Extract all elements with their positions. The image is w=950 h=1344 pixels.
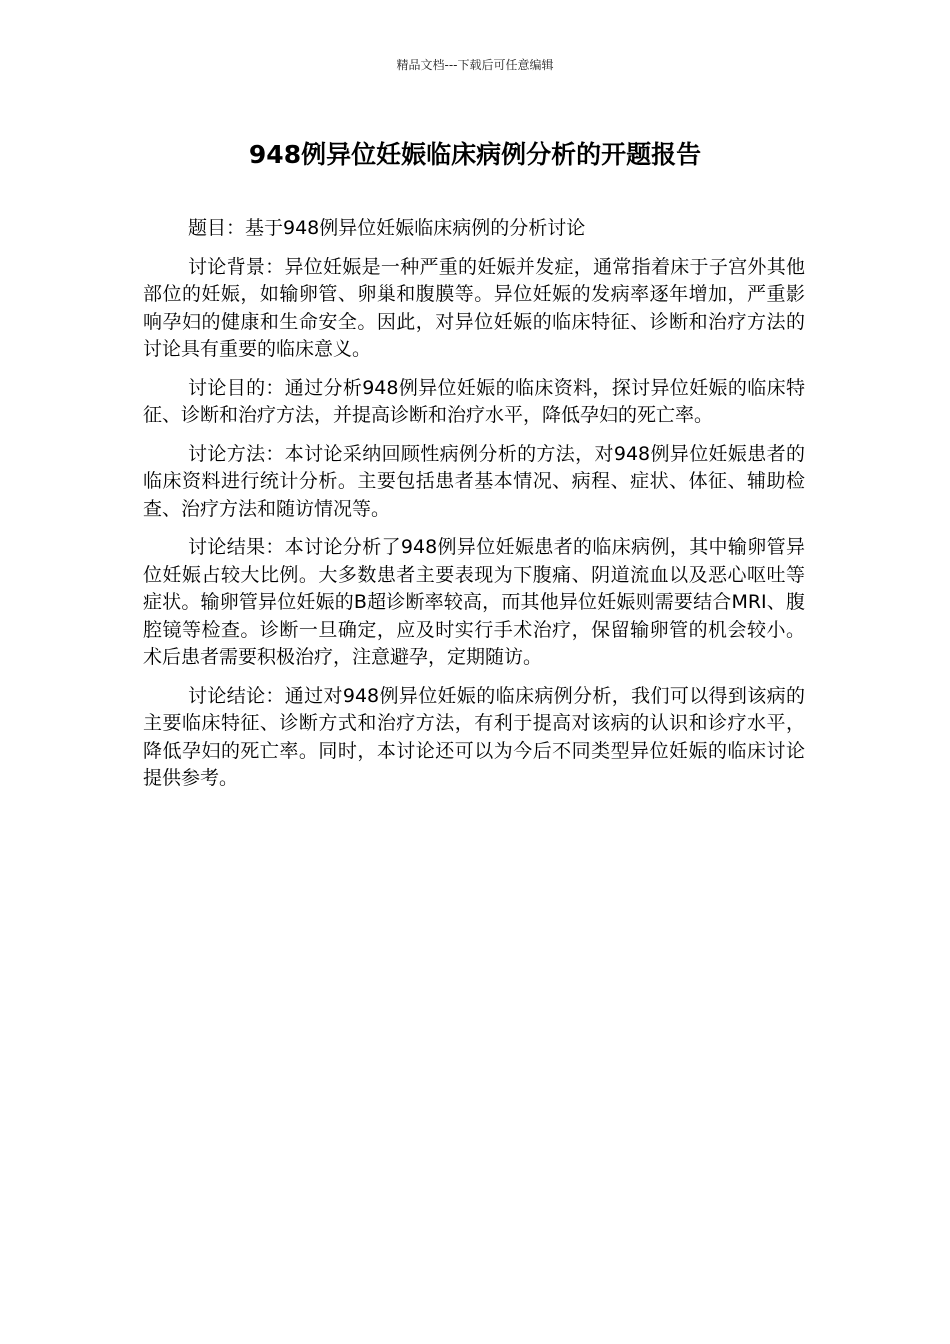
paragraph-background: 讨论背景：异位妊娠是一种严重的妊娠并发症，通常指着床于子宫外其他部位的妊娠，如输卵管、卵巢和腹膜等。异位妊娠的发病率逐年增加，严重影响孕妇的健康和生命安全。因此，对异位妊娠的临床特征、诊断和治疗方法的讨论具有重要的临床意义。	[143, 255, 805, 360]
document-body	[143, 215, 805, 804]
paragraph-results: 讨论结果：本讨论分析了948例异位妊娠患者的临床病例，其中输卵管异位妊娠占较大比例。大多数患者主要表现为下腹痛、阴道流血以及恶心呕吐等症状。输卵管异位妊娠的B超诊断率较高，而其他异位妊娠则需要结合MRI、腹腔镜等检查。诊断一旦确定，应及时实行手术治疗，保留输卵管的机会较小。术后患者需要积极治疗，注意避孕，定期随访。	[143, 536, 805, 668]
paragraph-purpose: 讨论目的：通过分析948例异位妊娠的临床资料，探讨异位妊娠的临床特征、诊断和治疗方法，并提高诊断和治疗水平，降低孕妇的死亡率。	[143, 376, 805, 426]
header-note: 精品文档---下载后可任意编辑	[396, 58, 554, 72]
paragraph-conclusion: 讨论结论：通过对948例异位妊娠的临床病例分析，我们可以得到该病的主要临床特征、诊断方式和治疗方法，有利于提高对该病的认识和诊疗水平，降低孕妇的死亡率。同时，本讨论还可以为今后不同类型异位妊娠的临床讨论提供参考。	[143, 684, 805, 789]
paragraph-topic: 题目：基于948例异位妊娠临床病例的分析讨论	[188, 217, 586, 239]
paragraph-method: 讨论方法：本讨论采纳回顾性病例分析的方法，对948例异位妊娠患者的临床资料进行统计分析。主要包括患者基本情况、病程、症状、体征、辅助检查、治疗方法和随访情况等。	[143, 442, 805, 520]
document-title: 948例异位妊娠临床病例分析的开题报告	[248, 140, 702, 169]
